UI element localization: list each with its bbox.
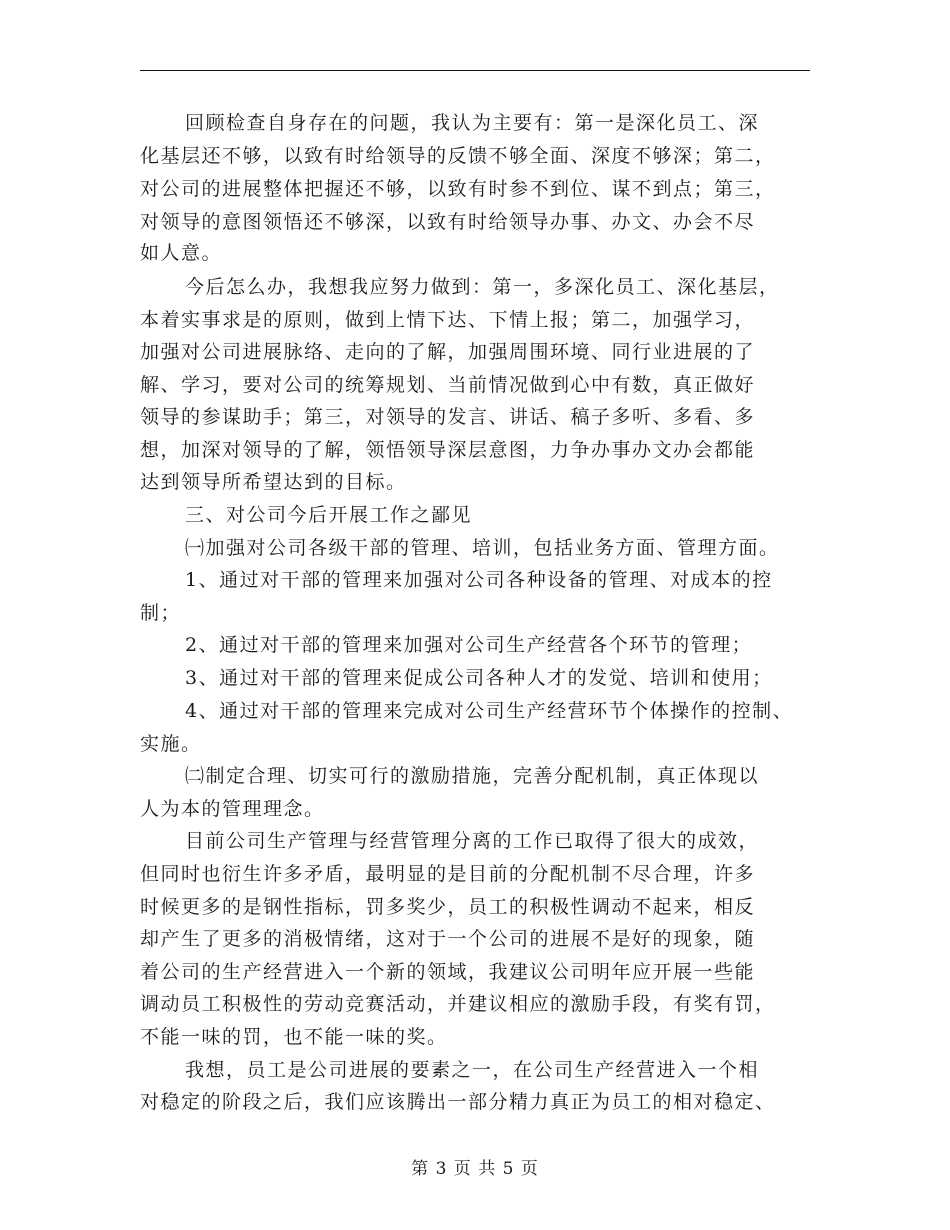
page-footer: 第 3 页 共 5 页 (411, 1159, 539, 1179)
text-line: 2、通过对干部的管理来加强对公司生产经营各个环节的管理； (185, 634, 753, 656)
text-line: 但同时也衍生许多矛盾，最明显的是目前的分配机制不尽合理，许多 (140, 863, 756, 885)
text-line: 化基层还不够，以致有时给领导的反馈不够全面、深度不够深；第二， (140, 145, 776, 167)
text-line: 回顾检查自身存在的问题，我认为主要有：第一是深化员工、深 (185, 112, 760, 134)
text-line: 解、学习，要对公司的统筹规划、当前情况做到心中有数，真正做好 (140, 374, 756, 396)
text-line: 对公司的进展整体把握还不够，以致有时参不到位、谋不到点；第三， (140, 178, 776, 200)
text-line: 却产生了更多的消极情绪，这对于一个公司的进展不是好的现象，随 (140, 928, 756, 950)
text-line: 对稳定的阶段之后，我们应该腾出一部分精力真正为员工的相对稳定、 (140, 1091, 776, 1113)
text-line: 1、通过对干部的管理来加强对公司各种设备的管理、对成本的控 (185, 569, 773, 591)
text-line: 人为本的管理理念。 (140, 798, 325, 820)
text-line: 不能一味的罚，也不能一味的奖。 (140, 1026, 448, 1048)
text-line: 时候更多的是钢性指标，罚多奖少，员工的积极性调动不起来，相反 (140, 896, 756, 918)
text-line: ㈠加强对公司各级干部的管理、培训，包括业务方面、管理方面。 (185, 537, 780, 559)
text-line: 今后怎么办，我想我应努力做到：第一，多深化员工、深化基层， (185, 276, 780, 298)
text-line: 领导的参谋助手；第三，对领导的发言、讲话、稿子多听、多看、多 (140, 406, 756, 428)
text-line: 如人意。 (140, 242, 223, 264)
text-line: 本着实事求是的原则，做到上情下达、下情上报；第二，加强学习， (140, 309, 756, 331)
text-line: 制； (140, 602, 182, 624)
text-line: 加强对公司进展脉络、走向的了解，加强周围环境、同行业进展的了 (140, 341, 756, 363)
text-line: ㈡制定合理、切实可行的激励措施，完善分配机制，真正体现以 (185, 765, 760, 787)
text-line: 目前公司生产管理与经营管理分离的工作已取得了很大的成效， (185, 830, 760, 852)
header-rule (140, 70, 810, 71)
section-heading: 三、对公司今后开展工作之鄙见 (185, 504, 473, 526)
text-line: 3、通过对干部的管理来促成公司各种人才的发觉、培训和使用； (185, 667, 773, 689)
text-line: 4、通过对干部的管理来完成对公司生产经营环节个体操作的控制、 (185, 700, 794, 722)
text-line: 想，加深对领导的了解，领悟领导深层意图，力争办事办文办会都能 (140, 439, 756, 461)
text-line: 我想，员工是公司进展的要素之一，在公司生产经营进入一个相 (185, 1059, 760, 1081)
text-line: 实施。 (140, 733, 202, 755)
text-line: 着公司的生产经营进入一个新的领域，我建议公司明年应开展一些能 (140, 961, 756, 983)
text-line: 对领导的意图领悟还不够深，以致有时给领导办事、办文、办会不尽 (140, 211, 756, 233)
text-line: 调动员工积极性的劳动竞赛活动，并建议相应的激励手段，有奖有罚， (140, 993, 776, 1015)
text-line: 达到领导所希望达到的目标。 (140, 471, 407, 493)
